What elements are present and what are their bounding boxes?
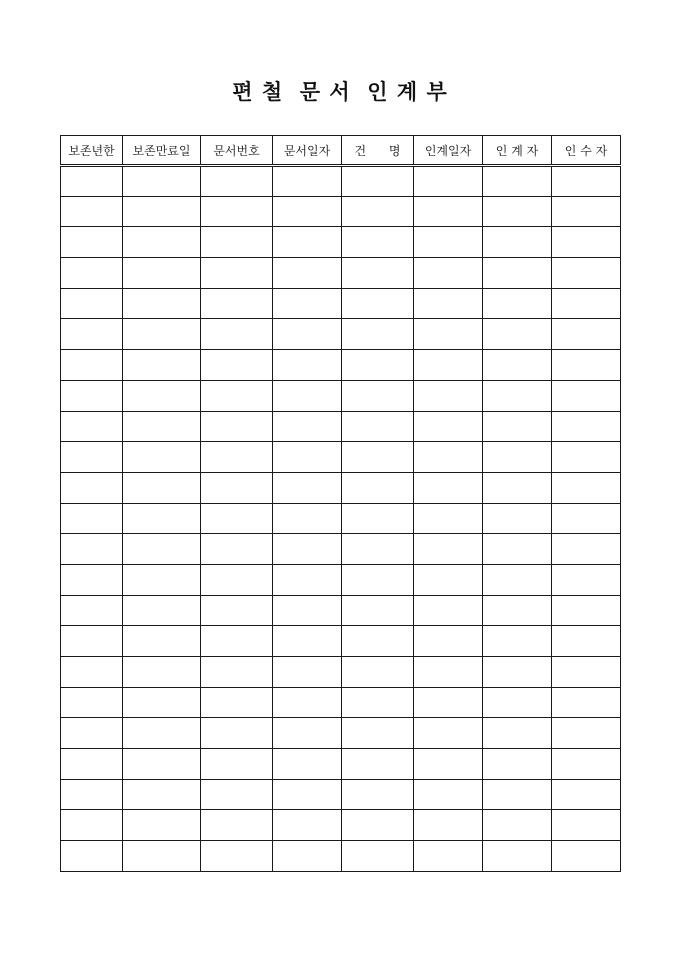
table-row (61, 534, 621, 565)
table-cell[interactable] (342, 258, 414, 289)
table-cell[interactable] (414, 350, 483, 381)
table-cell[interactable] (273, 288, 342, 319)
table-cell[interactable] (123, 411, 201, 442)
table-cell[interactable] (342, 810, 414, 841)
table-cell[interactable] (123, 380, 201, 411)
table-cell[interactable] (273, 472, 342, 503)
table-cell[interactable] (123, 503, 201, 534)
table-cell[interactable] (273, 227, 342, 258)
table-cell[interactable] (61, 626, 123, 657)
table-cell[interactable] (483, 503, 552, 534)
table-row (61, 166, 621, 197)
table-cell[interactable] (342, 749, 414, 780)
table-cell[interactable] (123, 288, 201, 319)
table-cell[interactable] (201, 258, 273, 289)
table-cell[interactable] (342, 166, 414, 197)
table-cell[interactable] (342, 503, 414, 534)
table-cell[interactable] (201, 288, 273, 319)
table-row (61, 810, 621, 841)
table-cell[interactable] (123, 534, 201, 565)
table-cell[interactable] (123, 564, 201, 595)
table-cell[interactable] (61, 810, 123, 841)
table-header-row (61, 136, 621, 166)
table-cell[interactable] (552, 319, 621, 350)
table-cell[interactable] (201, 657, 273, 688)
table-cell[interactable] (552, 595, 621, 626)
table-cell[interactable] (552, 841, 621, 872)
table-cell[interactable] (552, 718, 621, 749)
table-cell[interactable] (61, 472, 123, 503)
table-cell[interactable] (123, 350, 201, 381)
table-cell[interactable] (61, 718, 123, 749)
table-cell[interactable] (273, 779, 342, 810)
table-cell[interactable] (123, 595, 201, 626)
table-cell[interactable] (61, 657, 123, 688)
table-cell[interactable] (414, 595, 483, 626)
table-cell[interactable] (483, 718, 552, 749)
table-cell[interactable] (342, 595, 414, 626)
table-cell[interactable] (123, 166, 201, 197)
table-cell[interactable] (414, 411, 483, 442)
table-cell[interactable] (201, 718, 273, 749)
table-cell[interactable] (483, 626, 552, 657)
table-cell[interactable] (342, 319, 414, 350)
table-cell[interactable] (201, 166, 273, 197)
table-cell[interactable] (201, 810, 273, 841)
table-cell[interactable] (342, 657, 414, 688)
table-cell[interactable] (61, 564, 123, 595)
table-cell[interactable] (414, 564, 483, 595)
table-cell[interactable] (414, 166, 483, 197)
table-cell[interactable] (273, 380, 342, 411)
table-cell[interactable] (123, 841, 201, 872)
table-cell[interactable] (552, 503, 621, 534)
table-cell[interactable] (201, 841, 273, 872)
table-cell[interactable] (483, 380, 552, 411)
table-row (61, 564, 621, 595)
table-cell[interactable] (273, 319, 342, 350)
table-cell[interactable] (414, 227, 483, 258)
header-document-date: 문서일자 (273, 136, 342, 166)
table-cell[interactable] (552, 442, 621, 473)
table-cell[interactable] (61, 196, 123, 227)
table-cell[interactable] (414, 534, 483, 565)
table-cell[interactable] (61, 227, 123, 258)
table-row (61, 657, 621, 688)
table-cell[interactable] (552, 227, 621, 258)
table-cell[interactable] (201, 595, 273, 626)
header-retention-period: 보존년한 (61, 136, 123, 166)
table-cell[interactable] (414, 626, 483, 657)
table-cell[interactable] (342, 288, 414, 319)
table-cell[interactable] (483, 227, 552, 258)
table-cell[interactable] (201, 626, 273, 657)
table-cell[interactable] (414, 196, 483, 227)
table-cell[interactable] (342, 718, 414, 749)
table-cell[interactable] (483, 595, 552, 626)
table-cell[interactable] (273, 503, 342, 534)
table-cell[interactable] (273, 166, 342, 197)
header-recipient: 인 수 자 (552, 136, 621, 166)
table-cell[interactable] (201, 779, 273, 810)
table-cell[interactable] (414, 503, 483, 534)
table-cell[interactable] (342, 472, 414, 503)
table-cell[interactable] (201, 472, 273, 503)
table-cell[interactable] (61, 503, 123, 534)
table-cell[interactable] (342, 534, 414, 565)
table-cell[interactable] (273, 626, 342, 657)
table-cell[interactable] (61, 442, 123, 473)
table-cell[interactable] (273, 810, 342, 841)
table-cell[interactable] (273, 411, 342, 442)
table-cell[interactable] (61, 749, 123, 780)
header-transfer-date: 인계일자 (414, 136, 483, 166)
table-cell[interactable] (123, 687, 201, 718)
table-row (61, 288, 621, 319)
table-cell[interactable] (342, 779, 414, 810)
table-cell[interactable] (273, 687, 342, 718)
table-cell[interactable] (273, 564, 342, 595)
table-cell[interactable] (483, 749, 552, 780)
table-cell[interactable] (342, 350, 414, 381)
table-row (61, 258, 621, 289)
table-cell[interactable] (273, 196, 342, 227)
table-row (61, 350, 621, 381)
table-cell[interactable] (483, 779, 552, 810)
table-cell[interactable] (552, 350, 621, 381)
table-cell[interactable] (552, 411, 621, 442)
table-row (61, 380, 621, 411)
table-row (61, 749, 621, 780)
table-cell[interactable] (123, 442, 201, 473)
header-subject: 건 명 (342, 136, 414, 166)
table-cell[interactable] (61, 380, 123, 411)
table-cell[interactable] (201, 319, 273, 350)
table-cell[interactable] (483, 350, 552, 381)
table-cell[interactable] (123, 472, 201, 503)
table-row (61, 196, 621, 227)
table-cell[interactable] (483, 657, 552, 688)
table-cell[interactable] (61, 319, 123, 350)
table-cell[interactable] (342, 687, 414, 718)
table-cell[interactable] (552, 810, 621, 841)
table-cell[interactable] (201, 350, 273, 381)
table-cell[interactable] (273, 749, 342, 780)
table-cell[interactable] (201, 442, 273, 473)
table-cell[interactable] (201, 503, 273, 534)
table-cell[interactable] (123, 258, 201, 289)
table-cell[interactable] (273, 534, 342, 565)
table-cell[interactable] (273, 841, 342, 872)
table-cell[interactable] (483, 564, 552, 595)
table-cell[interactable] (123, 227, 201, 258)
table-cell[interactable] (201, 411, 273, 442)
table-cell[interactable] (342, 564, 414, 595)
table-cell[interactable] (552, 166, 621, 197)
table-cell[interactable] (123, 718, 201, 749)
table-cell[interactable] (273, 258, 342, 289)
table-cell[interactable] (414, 841, 483, 872)
table-row (61, 503, 621, 534)
table-cell[interactable] (552, 657, 621, 688)
table-cell[interactable] (61, 411, 123, 442)
table-cell[interactable] (342, 442, 414, 473)
table-cell[interactable] (61, 288, 123, 319)
table-cell[interactable] (123, 319, 201, 350)
table-cell[interactable] (414, 749, 483, 780)
table-cell[interactable] (342, 841, 414, 872)
table-cell[interactable] (552, 564, 621, 595)
table-cell[interactable] (273, 718, 342, 749)
table-row (61, 626, 621, 657)
table-cell[interactable] (123, 657, 201, 688)
table-cell[interactable] (342, 196, 414, 227)
table-cell[interactable] (61, 841, 123, 872)
table-cell[interactable] (201, 196, 273, 227)
table-cell[interactable] (61, 595, 123, 626)
table-cell[interactable] (61, 534, 123, 565)
table-cell[interactable] (414, 810, 483, 841)
table-cell[interactable] (123, 196, 201, 227)
table-cell[interactable] (123, 779, 201, 810)
table-cell[interactable] (342, 626, 414, 657)
table-cell[interactable] (201, 687, 273, 718)
header-transferor: 인 계 자 (483, 136, 552, 166)
table-cell[interactable] (414, 442, 483, 473)
table-cell[interactable] (61, 258, 123, 289)
table-cell[interactable] (552, 258, 621, 289)
table-cell[interactable] (552, 779, 621, 810)
table-cell[interactable] (61, 350, 123, 381)
table-body (61, 166, 621, 872)
table-cell[interactable] (483, 841, 552, 872)
table-cell[interactable] (414, 472, 483, 503)
table-cell[interactable] (552, 380, 621, 411)
table-cell[interactable] (123, 810, 201, 841)
header-document-number: 문서번호 (201, 136, 273, 166)
table-cell[interactable] (123, 626, 201, 657)
table-row (61, 442, 621, 473)
transfer-register-table (60, 135, 621, 872)
table-cell[interactable] (273, 442, 342, 473)
table-cell[interactable] (483, 472, 552, 503)
table-cell[interactable] (552, 626, 621, 657)
table-cell[interactable] (201, 227, 273, 258)
table-row (61, 779, 621, 810)
table-row (61, 411, 621, 442)
table-cell[interactable] (414, 258, 483, 289)
table-row (61, 595, 621, 626)
table-cell[interactable] (273, 350, 342, 381)
table-cell[interactable] (483, 810, 552, 841)
table-cell[interactable] (414, 779, 483, 810)
table-row (61, 319, 621, 350)
table-cell[interactable] (483, 258, 552, 289)
table-cell[interactable] (342, 380, 414, 411)
table-cell[interactable] (483, 319, 552, 350)
table-cell[interactable] (552, 749, 621, 780)
table-cell[interactable] (273, 595, 342, 626)
table-cell[interactable] (483, 196, 552, 227)
table-cell[interactable] (483, 534, 552, 565)
table-cell[interactable] (61, 166, 123, 197)
table-cell[interactable] (483, 288, 552, 319)
page-title: 편 철 문 서 인 계 부 (232, 79, 448, 104)
table-cell[interactable] (414, 687, 483, 718)
table-cell[interactable] (414, 288, 483, 319)
table-cell[interactable] (483, 687, 552, 718)
table-cell[interactable] (483, 411, 552, 442)
table-cell[interactable] (414, 657, 483, 688)
table-cell[interactable] (414, 319, 483, 350)
table-cell[interactable] (61, 779, 123, 810)
table-cell[interactable] (201, 749, 273, 780)
table-cell[interactable] (414, 718, 483, 749)
table-cell[interactable] (552, 288, 621, 319)
table-cell[interactable] (201, 564, 273, 595)
table-cell[interactable] (201, 534, 273, 565)
table-row (61, 718, 621, 749)
table-cell[interactable] (342, 227, 414, 258)
table-cell[interactable] (552, 472, 621, 503)
table-cell[interactable] (123, 749, 201, 780)
table-row (61, 687, 621, 718)
table-cell[interactable] (552, 534, 621, 565)
table-cell[interactable] (483, 442, 552, 473)
table-row (61, 227, 621, 258)
table-cell[interactable] (61, 687, 123, 718)
table-row (61, 841, 621, 872)
table-cell[interactable] (414, 380, 483, 411)
table-cell[interactable] (342, 411, 414, 442)
header-retention-expiry-date: 보존만료일 (123, 136, 201, 166)
table-cell[interactable] (201, 380, 273, 411)
table-cell[interactable] (483, 166, 552, 197)
table-cell[interactable] (273, 657, 342, 688)
table-cell[interactable] (552, 196, 621, 227)
table-row (61, 472, 621, 503)
table-cell[interactable] (552, 687, 621, 718)
